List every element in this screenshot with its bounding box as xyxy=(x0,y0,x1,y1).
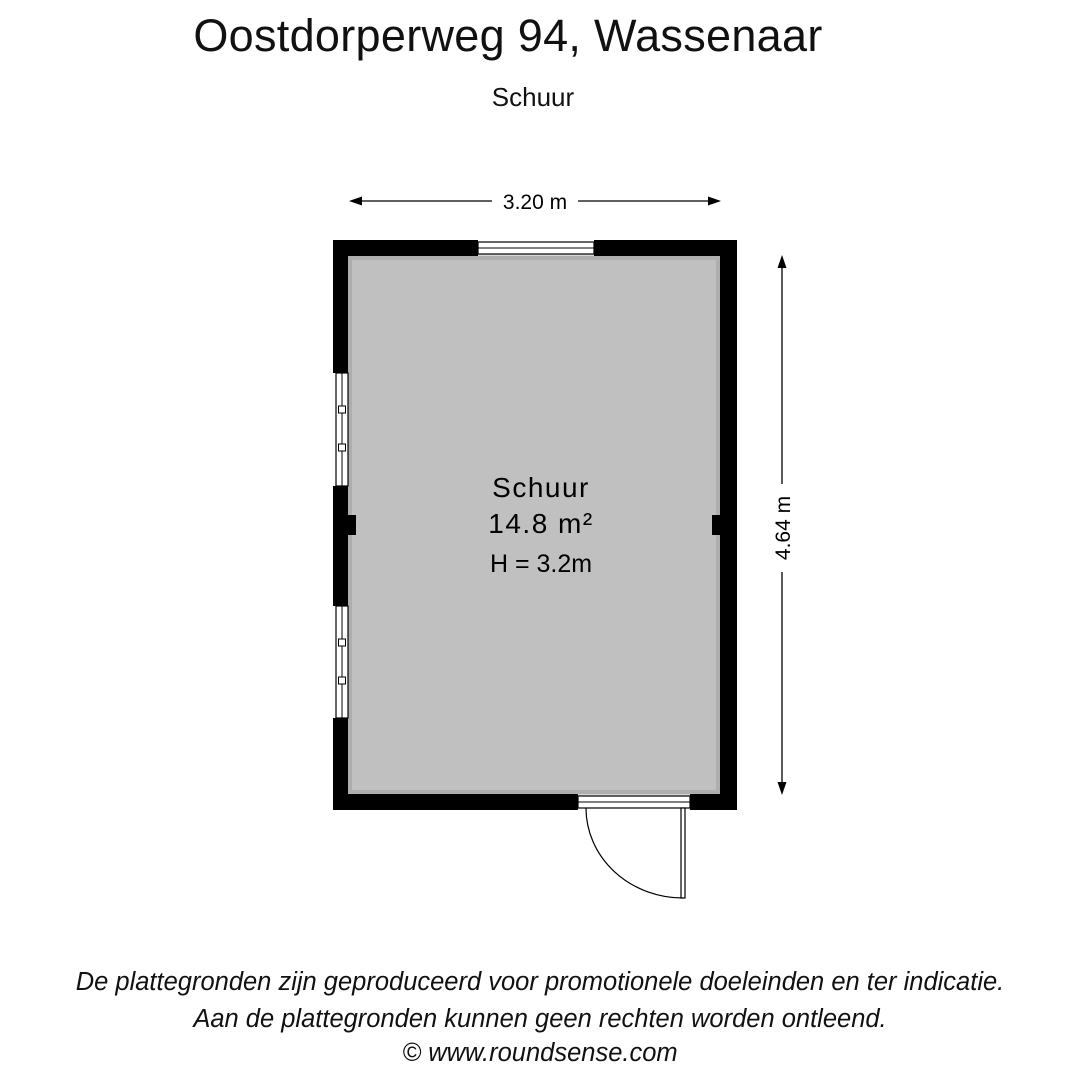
dimension-depth-label: 4.64 m xyxy=(772,495,795,561)
door xyxy=(578,796,690,898)
disclaimer-line-1: De plattegronden zijn geproduceerd voor promotionele doeleinden en ter indicatie. xyxy=(75,968,1005,996)
window-top xyxy=(478,242,594,254)
dimension-width xyxy=(349,191,721,214)
room-height: H = 3.2m xyxy=(489,550,593,578)
room-name: Schuur xyxy=(492,472,590,503)
room-area: 14.8 m² xyxy=(488,508,594,539)
dimension-depth xyxy=(772,255,795,795)
disclaimer-line-2: Aan de plattegronden kunnen geen rechten worden ontleend. xyxy=(193,1005,887,1033)
window-left-lower xyxy=(336,606,348,718)
copyright-line: © www.roundsense.com xyxy=(402,1039,678,1067)
window-left-upper xyxy=(336,373,348,486)
page-title: Oostdorperweg 94, Wassenaar xyxy=(193,10,823,61)
floor-subtitle: Schuur xyxy=(491,82,575,112)
dimension-width-label: 3.20 m xyxy=(502,191,568,214)
